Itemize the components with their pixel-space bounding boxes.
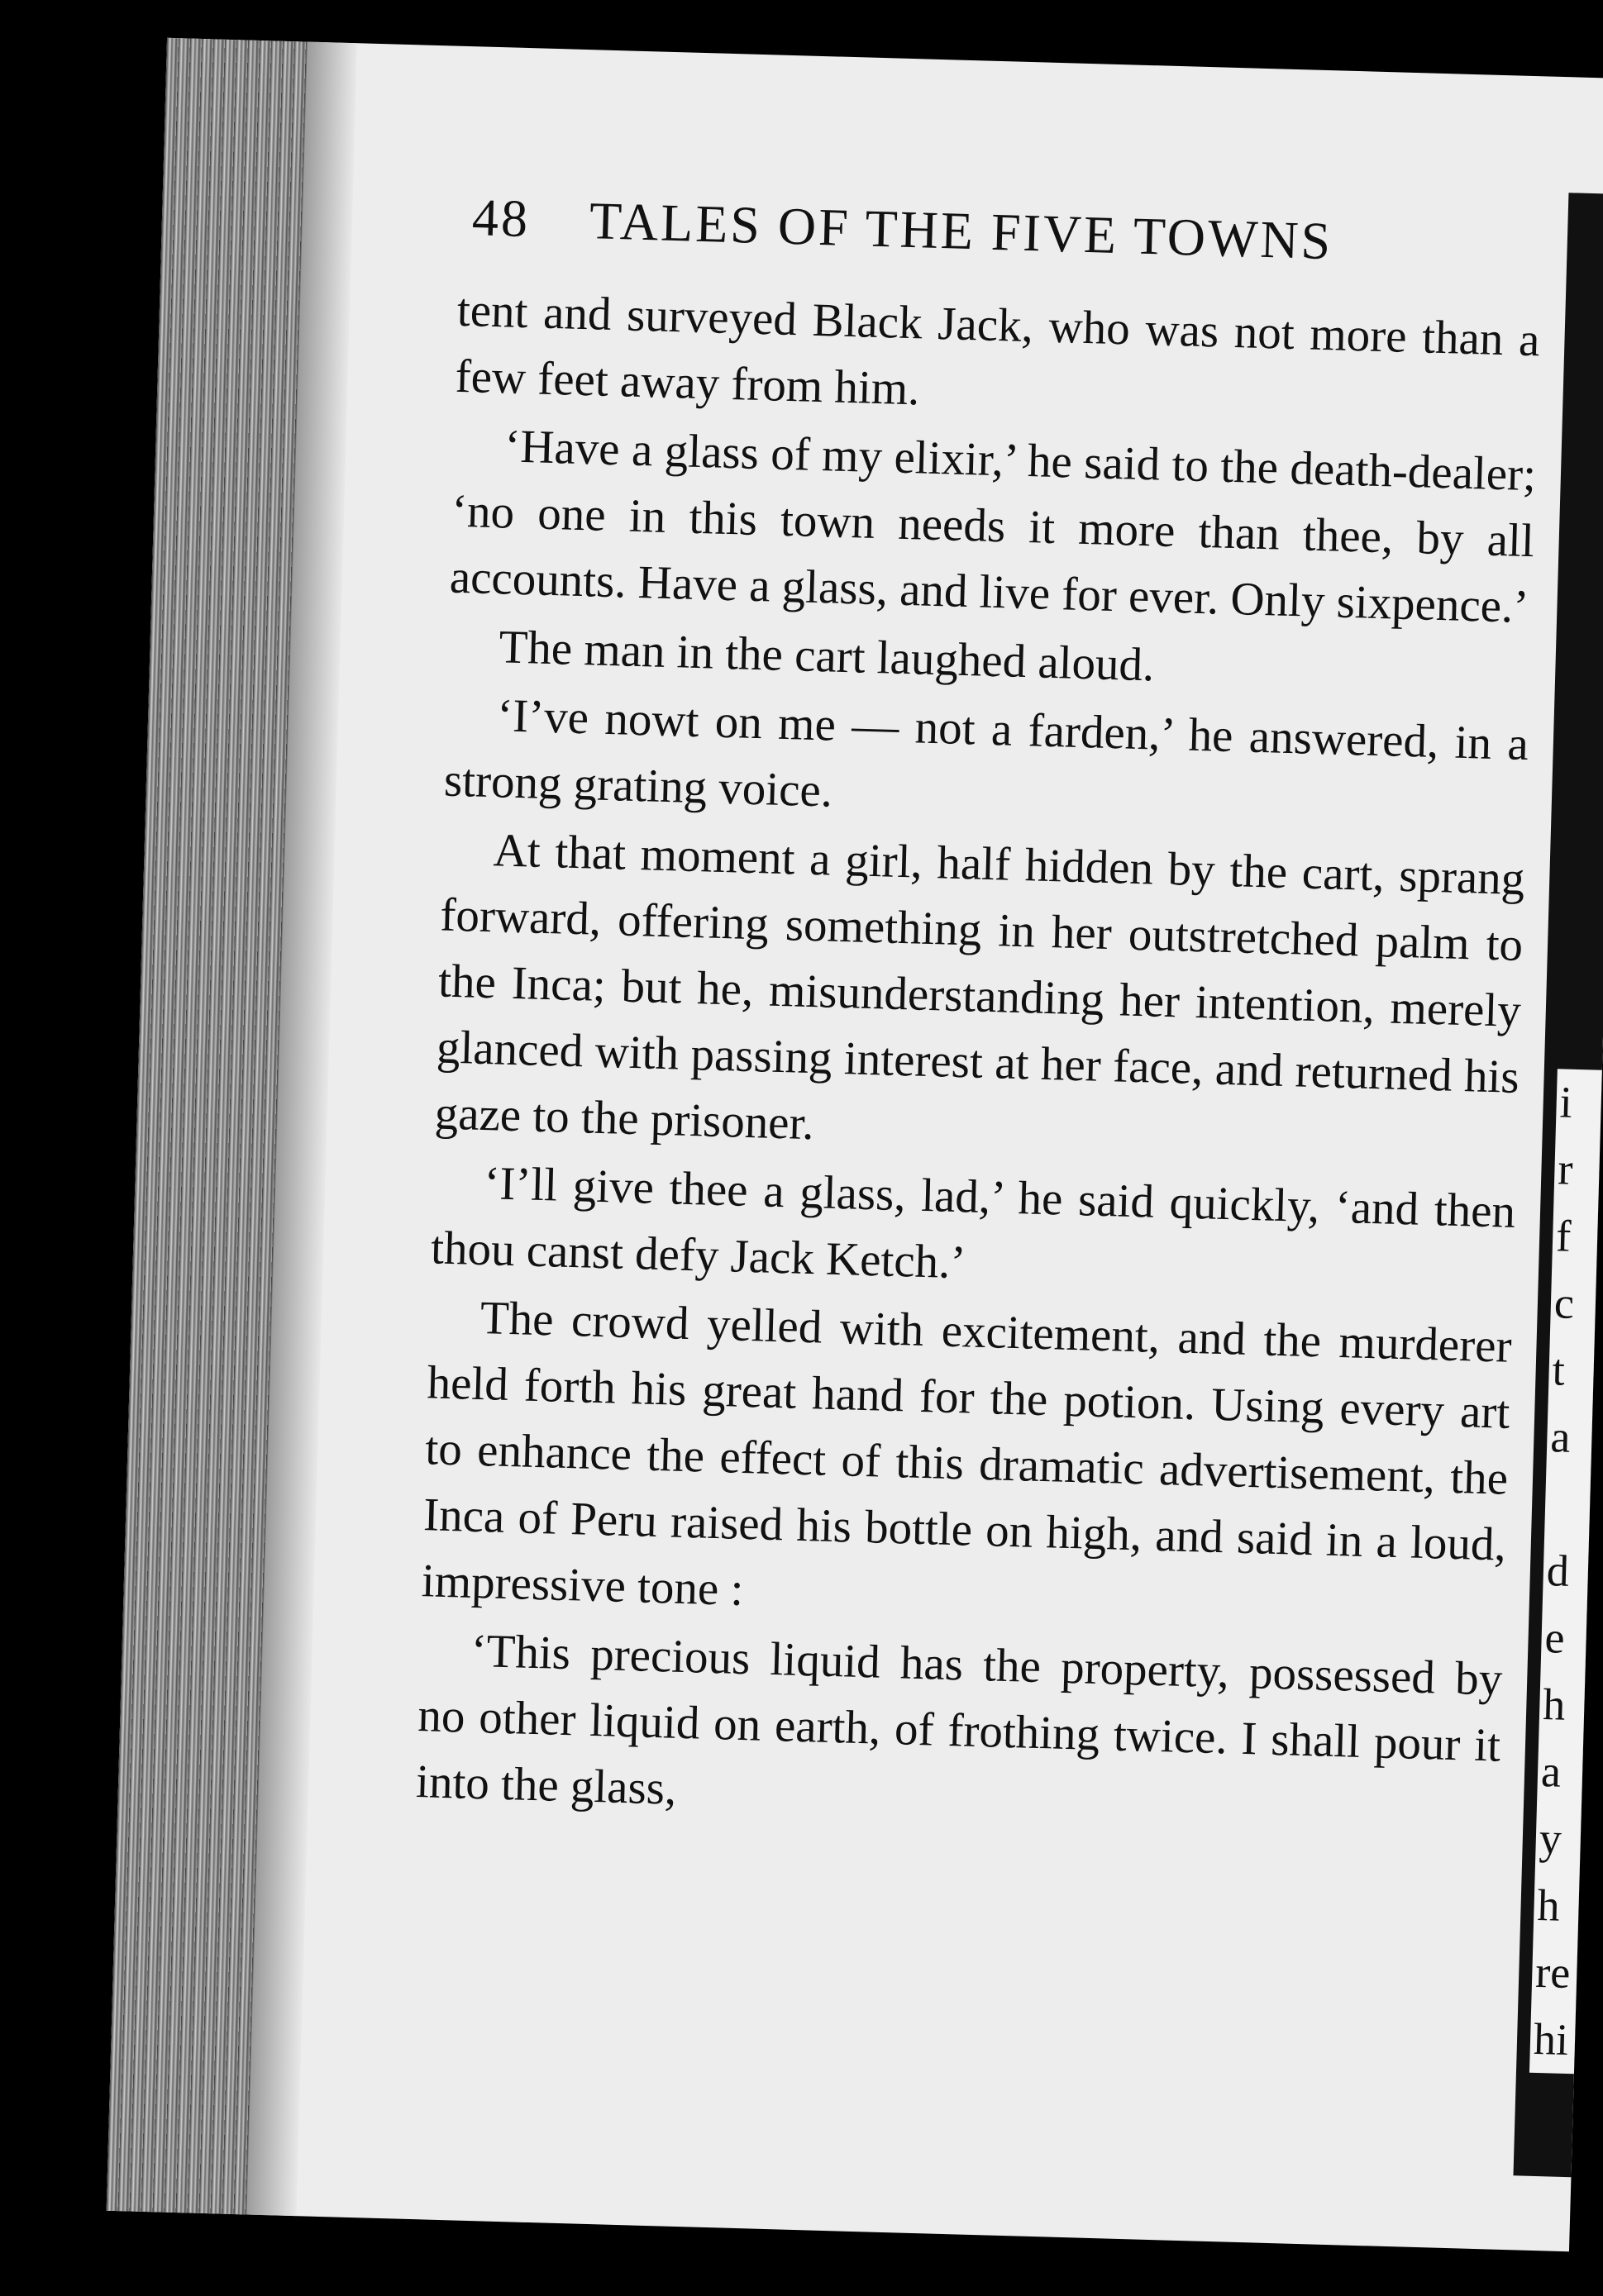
paragraph: ‘This precious liquid has the property, possessed by no other liquid on earth, of frothing twice. I shall pour it into the glass, [415,1624,1504,1815]
fragment-line: i [1558,1077,1573,1127]
fragment-line: r [1557,1144,1574,1194]
paragraph: ‘Have a glass of my elixir,’ he said to the death-dealer; ‘no one in this town needs it more than thee, by all accounts. Have a glass, and live for ever. Only sixpence.’ [449,420,1537,634]
fragment-line: a [1549,1412,1572,1462]
fragment-line: re [1534,1946,1572,1998]
paragraph: ‘I’ve nowt on me — not a farden,’ he answered, in a strong grating voice. [443,689,1529,817]
fragment-line: c [1553,1278,1575,1328]
fragment-line: y [1539,1813,1562,1864]
paragraph: The crowd yelled with excitement, and the murderer held forth his great hand for the potion. Using every art to enhance the effect of this dramatic advertisement, the Inca of Peru raised his bottle on high, and said in a loud, impressive tone : [421,1291,1513,1616]
fragment-line: f [1555,1211,1572,1261]
page-number: 48 [471,188,532,249]
paragraph: The man in the cart laughed aloud. [498,621,1156,692]
page-edge-binding [107,38,324,2215]
book-page [107,38,1603,2251]
fragment-line: e [1543,1612,1566,1663]
fragment-line: d [1546,1546,1570,1596]
running-title: TALES OF THE FIVE TOWNS [589,191,1334,271]
fragment-line: t [1551,1345,1566,1395]
paragraph: tent and surveyed Black Jack, who was not more than a few feet away from him. [454,283,1541,416]
fragment-line: h [1542,1679,1567,1730]
running-head [471,187,1506,277]
fragment-line: h [1536,1879,1561,1931]
fragment-line [1548,1470,1591,1538]
paragraph: At that moment a girl, half hidden by the cart, sprang forward, offering something in her outstretched palm to the Inca; but he, misunderstanding her intention, merely glanced with passing interest at her face, and returned his gaze to the prisoner. [433,824,1526,1150]
paragraph: ‘I’ll give thee a glass, lad,’ he said quickly, ‘and then thou canst defy Jack Ketch.’ [430,1157,1516,1289]
fragment-line: hi [1533,2013,1569,2065]
body-text [415,278,1540,1846]
fragment-line: a [1540,1746,1562,1797]
